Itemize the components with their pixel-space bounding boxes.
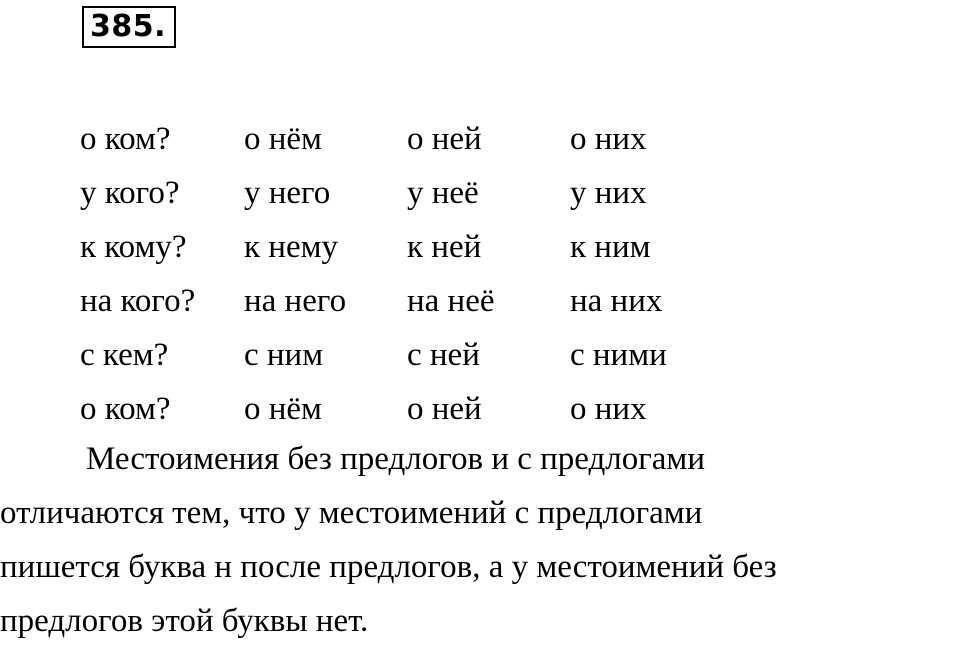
explanation-paragraph [0,432,960,648]
table-row [80,382,720,436]
pronoun-cell: на неё [407,283,495,319]
question-cell: к кому? [80,229,187,265]
pronoun-cell: к ней [407,229,482,265]
question-cell: у кого? [80,175,180,211]
table-row [80,166,720,220]
table-row [80,112,720,166]
pronoun-table [80,112,720,436]
question-cell: о ком? [80,121,171,157]
question-cell: с кем? [80,337,169,373]
paragraph-line: предлогов этой буквы нет. [0,603,369,639]
paragraph-line: Местоимения без предлогов и с предлогами [86,441,705,477]
question-cell: о ком? [80,391,171,427]
pronoun-cell: на него [244,283,347,319]
pronoun-cell: о нём [244,121,322,157]
pronoun-cell: к ним [570,229,651,265]
table-row [80,328,720,382]
paragraph-line: пишется буква н после предлогов, а у местоимений без [0,549,777,585]
pronoun-cell: у них [570,175,647,211]
paragraph-line: отличаются тем, что у местоимений с предлогами [0,495,703,531]
pronoun-cell: о нём [244,391,322,427]
table-row [80,220,720,274]
pronoun-cell: у неё [407,175,479,211]
table-row [80,274,720,328]
pronoun-cell: о ней [407,391,482,427]
pronoun-cell: с ней [407,337,480,373]
pronoun-cell: к нему [244,229,338,265]
pronoun-cell: о них [570,121,647,157]
pronoun-cell: о ней [407,121,482,157]
pronoun-cell: на них [570,283,663,319]
pronoun-cell: о них [570,391,647,427]
pronoun-cell: с ним [244,337,324,373]
pronoun-cell: с ними [570,337,667,373]
question-cell: на кого? [80,283,196,319]
exercise-number: 385. [82,6,176,48]
pronoun-cell: у него [244,175,331,211]
